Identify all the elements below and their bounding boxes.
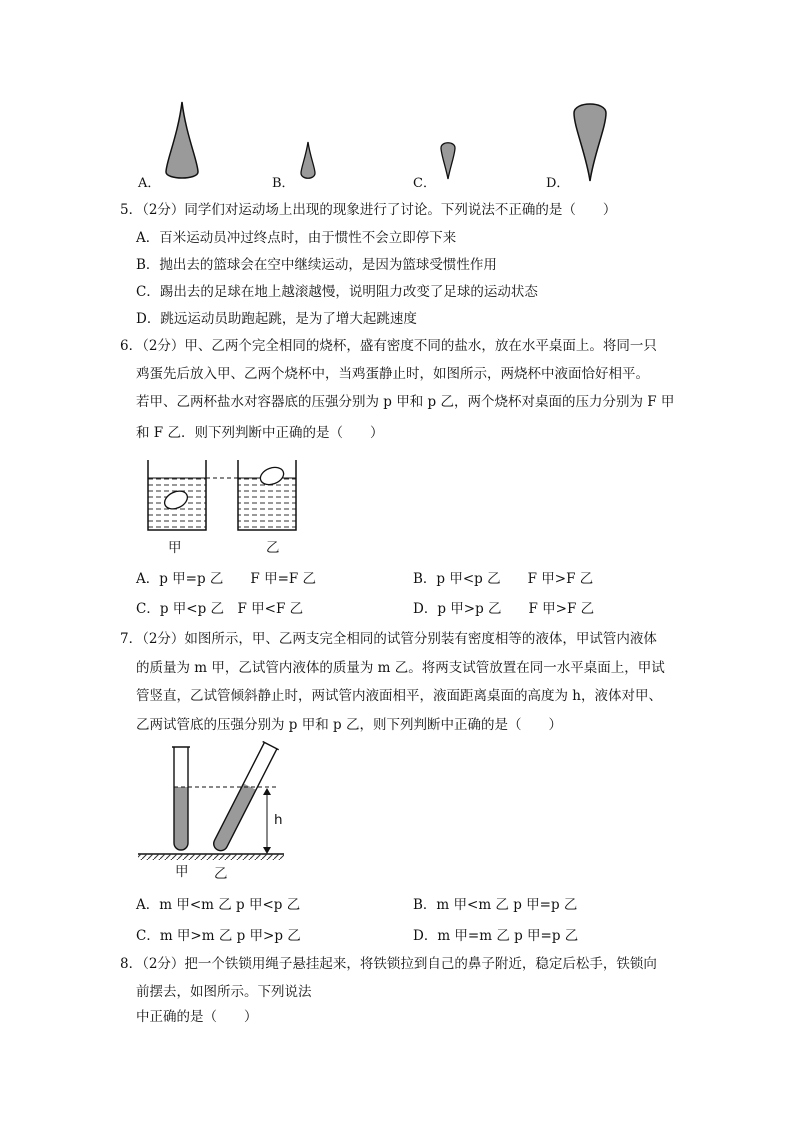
q7-stem-line-3: 管竖直，乙试管倾斜静止时，两试管内液面相平，液面距离桌面的高度为 h，液体对甲、 [136, 688, 662, 704]
q7-ground-hatch [138, 854, 284, 860]
q4-shape-b-drop [301, 142, 315, 178]
q4-shape-b [298, 140, 318, 182]
q7-option-d[interactable]: D．m 甲=m 乙 p 甲=p 乙 [413, 928, 579, 944]
q4-option-a-label[interactable]: A． [138, 176, 161, 191]
q6-beaker-yi-liquid [238, 478, 296, 530]
q5-option-a[interactable]: A．百米运动员冲过终点时，由于惯性不会立即停下来 [136, 230, 457, 246]
q8-stem-line-3: 中正确的是（ ） [136, 1009, 258, 1025]
q7-option-b[interactable]: B．m 甲<m 乙 p 甲=p 乙 [413, 897, 578, 913]
q7-option-c[interactable]: C．m 甲>m 乙 p 甲>p 乙 [136, 928, 301, 944]
q7-label-h: h [274, 812, 283, 828]
q4-option-c-label[interactable]: C． [413, 176, 436, 191]
q4-shape-d [570, 99, 610, 183]
q6-label-yi: 乙 [266, 540, 280, 556]
q4-option-b-label[interactable]: B． [272, 176, 295, 191]
q5-stem: 5．（2分）同学们对运动场上出现的现象进行了讨论。下列说法不正确的是（ ） [120, 202, 617, 218]
q7-h-arrow-bottom [263, 847, 271, 854]
q7-stem-line-1: 7．（2分）如图所示，甲、乙两支完全相同的试管分别装有密度相等的液体，甲试管内液体 [120, 631, 657, 647]
q6-option-d[interactable]: D．p 甲>p 乙 F 甲>F 乙 [413, 601, 595, 617]
q7-label-jia: 甲 [175, 864, 189, 880]
q6-stem-line-1: 6．（2分）甲、乙两个完全相同的烧杯，盛有密度不同的盐水，放在水平桌面上。将同一只 [120, 338, 657, 354]
q4-shape-c-drop [441, 143, 455, 179]
q7-stem-line-4: 乙两试管底的压强分别为 p 甲和 p 乙，则下列判断中正确的是（ ） [136, 717, 562, 733]
q6-stem-line-3: 若甲、乙两杯盐水对容器底的压强分别为 p 甲和 p 乙，两个烧杯对桌面的压力分别为 F 甲 [136, 394, 675, 410]
q7-tube-yi-rim [263, 742, 279, 750]
q6-stem-line-4: 和 F 乙．则下列判断中正确的是（ ） [136, 425, 384, 441]
q6-stem-line-2: 鸡蛋先后放入甲、乙两个烧杯中，当鸡蛋静止时，如图所示，两烧杯中液面恰好相平。 [136, 366, 649, 382]
q7-tube-yi-liquid [211, 783, 256, 853]
q8-stem-line-1: 8．（2分）把一个铁锁用绳子悬挂起来，将铁锁拉到自己的鼻子附近，稳定后松手，铁锁向 [120, 956, 657, 972]
q4-shape-d-drop [574, 104, 606, 181]
q5-option-c[interactable]: C．踢出去的足球在地上越滚越慢，说明阻力改变了足球的运动状态 [136, 284, 538, 300]
q7-stem-line-2: 的质量为 m 甲，乙试管内液体的质量为 m 乙。将两支试管放置在同一水平桌面上，甲试 [136, 660, 665, 676]
q5-option-d[interactable]: D．跳远运动员助跑起跳，是为了增大起跳速度 [136, 311, 417, 327]
q7-tube-yi [210, 742, 279, 854]
q7-h-arrow-top [263, 788, 271, 795]
q6-label-jia: 甲 [168, 540, 182, 556]
q4-shape-c [438, 140, 458, 182]
q5-option-b[interactable]: B．抛出去的篮球会在空中继续运动，是因为篮球受惯性作用 [136, 257, 497, 273]
q7-option-a[interactable]: A．m 甲<m 乙 p 甲<p 乙 [136, 897, 301, 913]
q6-option-a[interactable]: A．p 甲=p 乙 F 甲=F 乙 [136, 571, 317, 587]
q7-label-yi: 乙 [214, 866, 228, 882]
q4-shape-a [162, 100, 202, 184]
q6-option-b[interactable]: B．p 甲<p 乙 F 甲>F 乙 [413, 571, 594, 587]
q7-tube-jia-liquid [174, 787, 188, 850]
q4-shape-a-drop [166, 102, 198, 178]
q6-beakers-figure [140, 458, 310, 558]
q4-option-d-label[interactable]: D． [546, 176, 570, 191]
q6-option-c[interactable]: C．p 甲<p 乙 F 甲<F 乙 [136, 601, 304, 617]
q7-test-tubes-figure [136, 745, 296, 865]
q8-stem-line-2: 前摆去，如图所示。下列说法 [136, 984, 312, 1000]
